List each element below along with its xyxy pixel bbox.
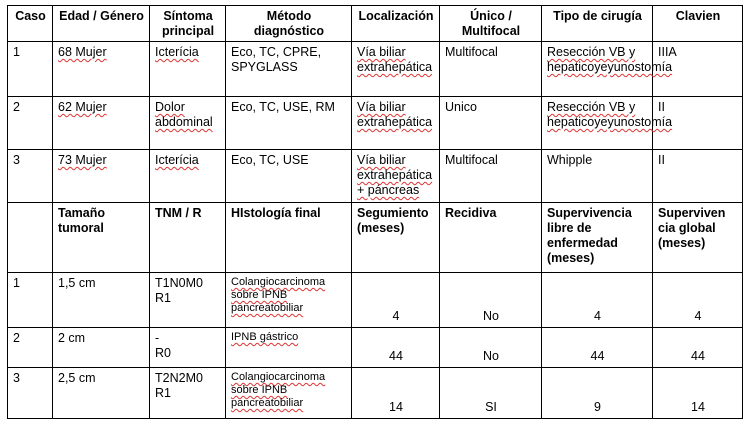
header-metodo: Método diagnóstico: [226, 6, 352, 42]
header-histologia: HIstología final: [226, 203, 352, 273]
cell-tamano: 1,5 cm: [53, 273, 150, 328]
table-row: [8, 97, 743, 150]
header-tamano: Tamaño tumoral: [53, 203, 150, 273]
cell-caso: 2: [8, 97, 53, 150]
cell-seguimiento: 44: [352, 328, 440, 368]
cell-supervivencia-libre: 44: [542, 328, 653, 368]
table-row: [8, 368, 743, 419]
cell-unico: Multifocal: [440, 150, 542, 203]
cell-sintoma: Dolor abdominal: [150, 97, 226, 150]
cell-caso: 3: [8, 368, 53, 419]
cell-cirugia: Whipple: [542, 150, 653, 203]
cell-localizacion: Vía biliar extrahepática: [352, 97, 440, 150]
table-row: [8, 150, 743, 203]
cell-supervivencia-libre: 4: [542, 273, 653, 328]
cell-cirugia: Resección VB y hepaticoyeyunostomía: [542, 97, 653, 150]
header-localizacion: Localización: [352, 6, 440, 42]
header-supervivencia-libre: Supervivencia libre de enfermedad (meses): [542, 203, 653, 273]
cell-tnm: T1N0M0 R1: [150, 273, 226, 328]
cell-recidiva: No: [440, 328, 542, 368]
cell-sintoma: Icterícia: [150, 150, 226, 203]
cell-metodo: Eco, TC, CPRE, SPYGLASS: [226, 42, 352, 97]
header-recidiva: Recidiva: [440, 203, 542, 273]
cell-supervivencia-libre: 9: [542, 368, 653, 419]
cell-edad: 68 Mujer: [53, 42, 150, 97]
cell-localizacion: Vía biliar extrahepática + páncreas: [352, 150, 440, 203]
cell-tnm: T2N2M0 R1: [150, 368, 226, 419]
cell-caso: 2: [8, 328, 53, 368]
table-row: [8, 42, 743, 97]
cell-clavien: IIIA: [653, 42, 743, 97]
cell-metodo: Eco, TC, USE: [226, 150, 352, 203]
cell-tamano: 2,5 cm: [53, 368, 150, 419]
header-clavien: Clavien: [653, 6, 743, 42]
cell-recidiva: No: [440, 273, 542, 328]
cell-supervivencia-global: 44: [653, 328, 743, 368]
clinical-cases-table: [7, 5, 743, 419]
cell-caso: 3: [8, 150, 53, 203]
cell-supervivencia-global: 4: [653, 273, 743, 328]
table-row: [8, 273, 743, 328]
header-tnm: TNM / R: [150, 203, 226, 273]
header-row-1: [8, 6, 743, 42]
header-sintoma: Síntoma principal: [150, 6, 226, 42]
cell-unico: Multifocal: [440, 42, 542, 97]
cell-tamano: 2 cm: [53, 328, 150, 368]
table-row: [8, 328, 743, 368]
header-unico-multifocal: Único / Multifocal: [440, 6, 542, 42]
cell-sintoma: Icterícia: [150, 42, 226, 97]
header-blank: [8, 203, 53, 273]
cell-histologia: IPNB gástrico: [226, 328, 352, 368]
cell-metodo: Eco, TC, USE, RM: [226, 97, 352, 150]
header-row-2: [8, 203, 743, 273]
cell-histologia: Colangiocarcinoma sobre IPNB pancreatobiliar: [226, 368, 352, 419]
header-seguimiento: Segumiento (meses): [352, 203, 440, 273]
header-caso: Caso: [8, 6, 53, 42]
cell-caso: 1: [8, 42, 53, 97]
cell-caso: 1: [8, 273, 53, 328]
cell-edad: 62 Mujer: [53, 97, 150, 150]
cell-histologia: Colangiocarcinoma sobre IPNB pancreatobiliar: [226, 273, 352, 328]
cell-seguimiento: 14: [352, 368, 440, 419]
cell-seguimiento: 4: [352, 273, 440, 328]
cell-cirugia: Resección VB y hepaticoyeyunostomía: [542, 42, 653, 97]
cell-clavien: II: [653, 97, 743, 150]
header-edad-genero: Edad / Género: [53, 6, 150, 42]
cell-clavien: II: [653, 150, 743, 203]
header-supervivencia-global: Superviven cia global (meses): [653, 203, 743, 273]
cell-unico: Unico: [440, 97, 542, 150]
cell-localizacion: Vía biliar extrahepática: [352, 42, 440, 97]
cell-tnm: - R0: [150, 328, 226, 368]
cell-supervivencia-global: 14: [653, 368, 743, 419]
cell-edad: 73 Mujer: [53, 150, 150, 203]
header-tipo-cirugia: Tipo de cirugía: [542, 6, 653, 42]
cell-recidiva: SI: [440, 368, 542, 419]
